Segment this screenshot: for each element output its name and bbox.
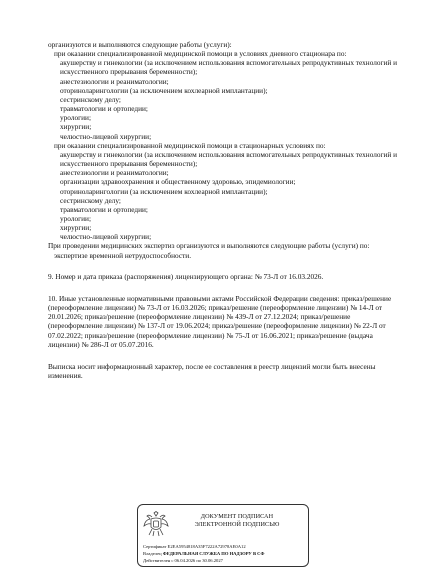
owner-label: Владелец: [143, 551, 162, 556]
list-item: оториноларингологии (за исключением кохлеарной имплантации);: [60, 85, 268, 95]
list-item: урологии;: [60, 113, 91, 123]
double-headed-eagle-emblem-icon: [143, 510, 169, 538]
list-item: акушерству и гинекологии (за исключением использования вспомогательных репродуктивных технологий и искусственного прерывания беременности);: [60, 58, 398, 77]
owner-value: ФЕДЕРАЛЬНАЯ СЛУЖБА ПО НАДЗОРУ В СФ: [162, 551, 265, 556]
day-hospital-heading: при оказании специализированной медицинской помощи в условиях дневного стационара по:: [54, 49, 347, 59]
stamp-heading: [178, 513, 296, 529]
electronic-signature-stamp: [137, 504, 309, 567]
expertise-intro: При проведении медицинских экспертиз организуются и выполняются следующие работы (услуги) по:: [48, 241, 370, 251]
disclaimer-note: Выписка носит информационный характер, после ее составления в реестр лицензий могли быть внесены изменения.: [48, 361, 376, 380]
list-item: хирургии;: [60, 223, 92, 233]
owner-row: [143, 550, 308, 557]
list-item: акушерству и гинекологии (за исключением использования вспомогательных репродуктивных технологий и искусственного прерывания беременности);: [60, 149, 398, 169]
certificate-row: [143, 543, 308, 550]
stamp-line-1: ДОКУМЕНТ ПОДПИСАН: [200, 513, 274, 520]
section-9: 9. Номер и дата приказа (распоряжения) лицензирующего органа: № 73-Л от 16.03.2026.: [48, 271, 324, 281]
certificate-value: E2EA5954818A35F7222A72978AE0A12: [167, 544, 246, 549]
section-10: 10. Иные установленные нормативными правовыми актами Российской Федерации сведения: приказ/решение (переоформление лицензии) № 73-Л от 16.03.2026; приказ/решение (переоформление лицензии) № 14-Л от 20.01.2026; приказ/решение (переоформление лицензии) № 439-Л от 27.12.2024; приказ/решение (переоформление лицензии) № 137-Л от 19.06.2024; приказ/решение (переоформление лицензии) № 22-Л от 07.02.2022; приказ/решение (переоформление лицензии) № 75-Л от 16.06.2021; приказ/решение (выдача лицензии) № 286-Л от 05.07.2016.: [48, 293, 392, 349]
list-item: челюстно-лицевой хирургии;: [60, 232, 152, 242]
list-item: оториноларингологии (за исключением кохлеарной имплантации);: [60, 186, 268, 196]
list-item: экспертизе временной нетрудоспособности.: [54, 250, 192, 260]
list-item: хирургии;: [60, 122, 92, 132]
list-item: организации здравоохранения и общественному здоровью, эпидемиологии;: [60, 177, 296, 187]
list-item: анестезиологии и реаниматологии;: [60, 168, 169, 178]
stamp-details: [143, 543, 308, 564]
list-item: сестринскому делу;: [60, 94, 121, 104]
stamp-line-2: ЭЛЕКТРОННОЙ ПОДПИСЬЮ: [194, 521, 280, 528]
list-item: сестринскому делу;: [60, 195, 121, 205]
list-item: анестезиологии и реаниматологии;: [60, 76, 169, 86]
certificate-label: Сертификат: [143, 544, 167, 549]
document-body: [48, 40, 400, 380]
inpatient-heading: при оказании специализированной медицинской помощи в стационарных условиях по:: [54, 140, 326, 150]
validity-row: Действителен с 06.04.2026 по 30.06.2027: [143, 558, 223, 563]
works-intro: организуются и выполняются следующие работы (услуги):: [48, 40, 232, 49]
list-item: травматологии и ортопедии;: [60, 104, 148, 114]
list-item: травматологии и ортопедии;: [60, 204, 148, 214]
list-item: урологии;: [60, 213, 91, 223]
list-item: челюстно-лицевой хирургии;: [60, 131, 152, 141]
